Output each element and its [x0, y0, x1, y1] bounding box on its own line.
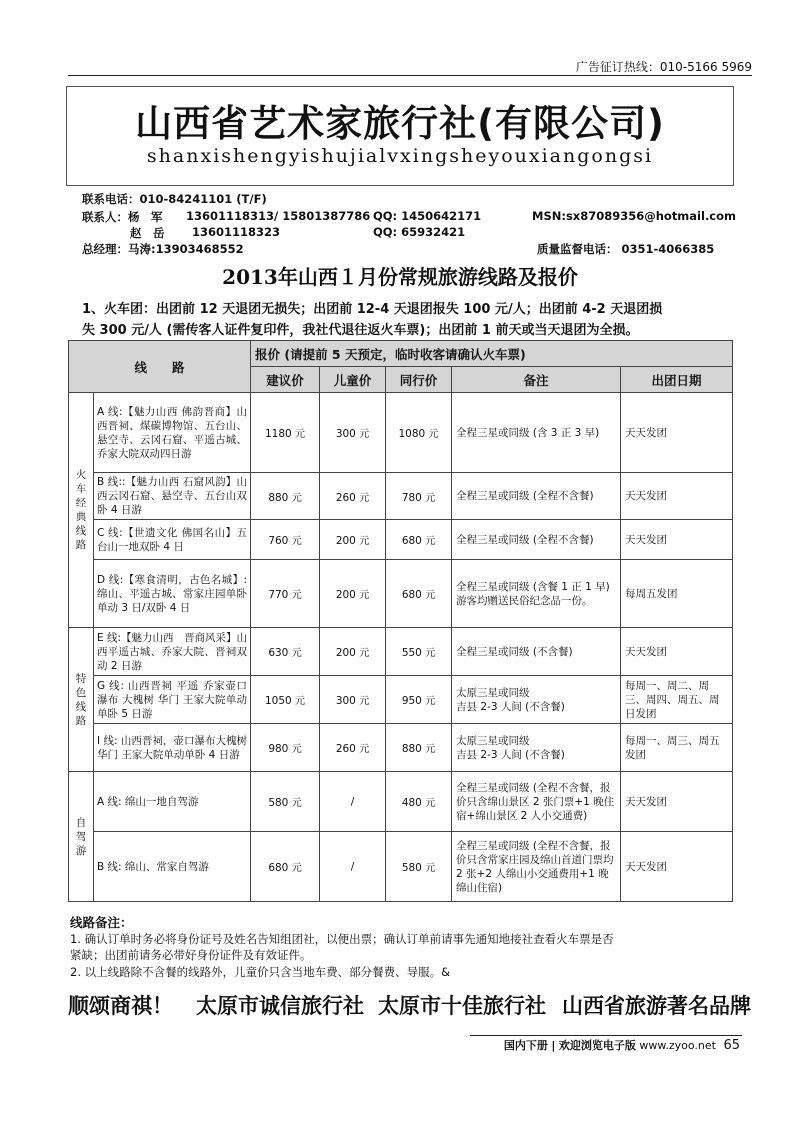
route-cell: C 线:【世遗文化 佛国名山】五台山一地双卧 4 日: [94, 520, 251, 560]
remark-cell: 全程三星或同级 (全程不含餐): [452, 520, 621, 560]
remark-cell: 太原三星或同级 吉县 2-3 人间 (不含餐): [452, 676, 621, 724]
route-note-line-1: 1. 确认订单时务必将身份证号及姓名告知组团社，以便出票；确认订单前请事先通知地接社查看火车票是否: [70, 932, 614, 946]
route-cell: E 线:【魅力山西 晋商风采】山西平遥古城、乔家大院、晋祠双动 2 日游: [94, 628, 251, 676]
suggested-price: 770: [268, 589, 289, 601]
quality-hotline: 质量监督电话： 0351-4066385: [537, 242, 715, 256]
peer-price: 480: [401, 797, 422, 809]
price-unit: 元: [291, 744, 302, 755]
contact-person-2: 赵 岳: [130, 226, 165, 240]
peer-price: 950: [401, 695, 422, 707]
peer-price-cell: [386, 628, 452, 676]
child-price-cell: [320, 724, 386, 772]
child-price: 300: [335, 695, 356, 707]
suggested-price: 1050: [264, 695, 292, 707]
price-unit: 元: [425, 696, 436, 707]
table-row: [69, 560, 733, 628]
peer-price: 580: [401, 862, 422, 874]
child-price: 200: [335, 647, 356, 659]
price-unit: 元: [291, 590, 302, 601]
price-unit: 元: [425, 492, 436, 504]
price-unit: 元: [425, 536, 436, 547]
child-price-cell: [320, 473, 386, 520]
header-route: 线 路: [69, 341, 251, 393]
peer-price-cell: [386, 676, 452, 724]
route-notes-title: 线路备注：: [70, 915, 133, 930]
suggested-price: 580: [268, 797, 289, 809]
price-unit: 元: [425, 863, 436, 874]
child-price-cell: [320, 832, 386, 902]
departure-cell: 每周一、周三、周五发团: [621, 724, 733, 772]
suggested-price-cell: [251, 520, 320, 560]
contact-qq-1: QQ: 1450642171: [373, 209, 482, 223]
price-unit: 元: [295, 429, 306, 440]
price-unit: 元: [359, 492, 370, 504]
header-remark: 备注: [452, 367, 621, 393]
child-price-cell: [320, 628, 386, 676]
contact-person-1-phones: 13601118313/ 15801387786: [186, 209, 371, 223]
child-price: /: [350, 860, 355, 873]
departure-cell: 每周一、周二、周三、周四、周五、周日发团: [621, 676, 733, 724]
general-manager: 总经理：马涛:13903468552: [82, 242, 244, 256]
remark-cell: 全程三星或同级 (不含餐): [452, 628, 621, 676]
suggested-price-cell: [251, 724, 320, 772]
suggested-price-cell: [251, 772, 320, 832]
price-table: [68, 340, 733, 902]
price-unit: 元: [359, 696, 370, 707]
refund-notice-line-1: 1、火车团：出团前 12 天退团无损失；出团前 12-4 天退团报失 100 元/人；出团前 4-2 天退团损: [82, 302, 663, 317]
departure-cell: 天天发团: [621, 628, 733, 676]
table-row: [69, 520, 733, 560]
peer-price: 550: [401, 647, 422, 659]
peer-price: 680: [401, 535, 422, 547]
child-price-cell: [320, 560, 386, 628]
route-cell: B 线::【魅力山西 石窟风韵】山西云冈石窟、悬空寺、五台山双卧 4 日游: [94, 473, 251, 520]
page-headline: 2013年山西１月份常规旅游线路及报价: [222, 265, 578, 289]
banner-honor-2: 太原市十佳旅行社: [378, 993, 546, 1018]
peer-price: 780: [401, 491, 422, 504]
category-special: 特 色 线 路: [69, 628, 94, 772]
suggested-price-cell: [251, 628, 320, 676]
suggested-price: 630: [268, 647, 289, 659]
child-price: 200: [335, 535, 356, 547]
price-unit: 元: [425, 744, 436, 755]
footer-website-link[interactable]: www.zyoo.net: [639, 1039, 716, 1052]
departure-cell: 天天发团: [621, 772, 733, 832]
footer-section: 国内下册: [503, 1039, 548, 1052]
company-title-frame: [66, 86, 734, 186]
suggested-price: 1180: [264, 428, 292, 440]
ad-hotline: 广告征订热线：010-5166 5969: [575, 60, 752, 74]
suggested-price-cell: [251, 676, 320, 724]
route-note-line-3: 2. 以上线路除不含餐的线路外，儿童价只含当地车费、部分餐费、导服。&: [70, 965, 451, 979]
contact-person-1: 联系人：杨 军: [82, 210, 163, 224]
route-cell: A 线:【魅力山西 佛韵晋商】山西晋祠、煤碳博物馆、五台山、悬空寺、云冈石窟、平遥古城、乔家大院双动四日游: [94, 393, 251, 473]
price-unit: 元: [425, 798, 436, 809]
category-train: 火 车 经 典 线 路: [69, 393, 94, 628]
company-name: 山西省艺术家旅行社(有限公司): [135, 102, 665, 145]
category-self-drive: 自 驾 游: [69, 772, 94, 902]
child-price: 260: [335, 491, 356, 504]
banner-greeting: 顺颂商祺！: [68, 993, 173, 1018]
departure-cell: 天天发团: [621, 473, 733, 520]
suggested-price: 980: [268, 743, 289, 755]
peer-price: 680: [401, 589, 422, 601]
peer-price-cell: [386, 832, 452, 902]
top-rule: [68, 75, 752, 76]
route-note-line-2: 紧缺；出团前请务必带好身份证件及有效证件。: [70, 948, 312, 962]
banner-honor-3: 山西省旅游著名品牌: [562, 993, 751, 1018]
remark-cell: 全程三星或同级 (全程不含餐): [452, 473, 621, 520]
header-peer-price: 同行价: [386, 367, 452, 393]
contact-msn: MSN:sx87089356@hotmail.com: [532, 209, 737, 223]
contact-person-2-phone: 13601118323: [192, 225, 281, 239]
route-cell: A 线: 绵山一地自驾游: [94, 772, 251, 832]
child-price-cell: [320, 772, 386, 832]
peer-price: 880: [401, 743, 422, 755]
table-row: [69, 772, 733, 832]
table-row: [69, 628, 733, 676]
remark-cell: 太原三星或同级 吉县 2-3 人间 (不含餐): [452, 724, 621, 772]
suggested-price-cell: [251, 393, 320, 473]
route-cell: I 线: 山西晋祠，壶口瀑布大槐树 华门 王家大院单动单卧 4 日游: [94, 724, 251, 772]
price-unit: 元: [291, 863, 302, 874]
peer-price: 1080: [398, 428, 426, 440]
departure-cell: 天天发团: [621, 520, 733, 560]
company-pinyin: shanxishengyishujialvxingsheyouxiangongsi: [146, 145, 654, 167]
price-unit: 元: [359, 648, 370, 659]
remark-cell: 全程三星或同级 (含餐 1 正 1 早) 游客均赠送民俗纪念品一份。: [452, 560, 621, 628]
header-suggested-price: 建议价: [251, 367, 320, 393]
child-price-cell: [320, 393, 386, 473]
peer-price-cell: [386, 560, 452, 628]
price-unit: 元: [291, 536, 302, 547]
price-unit: 元: [425, 648, 436, 659]
banner-honor-1: 太原市诚信旅行社: [196, 993, 364, 1018]
suggested-price: 760: [268, 535, 289, 547]
price-unit: 元: [295, 696, 306, 707]
price-unit: 元: [359, 590, 370, 601]
footer-separator: |: [551, 1039, 556, 1052]
price-unit: 元: [359, 744, 370, 755]
peer-price-cell: [386, 520, 452, 560]
table-row: [69, 676, 733, 724]
price-unit: 元: [359, 536, 370, 547]
price-unit: 元: [425, 590, 436, 601]
header-child-price: 儿童价: [320, 367, 386, 393]
remark-cell: 全程三星或同级 (全程不含餐，报价只含常家庄园及绵山首道门票均 2 张+2 人绵山小交通费用+1 晚绵山住宿): [452, 832, 621, 902]
child-price: 260: [335, 743, 356, 755]
departure-cell: 天天发团: [621, 832, 733, 902]
suggested-price: 880: [268, 491, 289, 504]
peer-price-cell: [386, 473, 452, 520]
footer-rule: [470, 1035, 742, 1036]
child-price: 200: [335, 589, 356, 601]
table-row: [69, 832, 733, 902]
table-row: [69, 724, 733, 772]
suggested-price-cell: [251, 832, 320, 902]
route-cell: B 线: 绵山、常家自驾游: [94, 832, 251, 902]
peer-price-cell: [386, 724, 452, 772]
table-row: [69, 393, 733, 473]
child-price: 300: [335, 428, 356, 440]
remark-cell: 全程三星或同级 (含 3 正 3 早): [452, 393, 621, 473]
page-footer: [504, 1037, 740, 1053]
contact-phone: 联系电话：010-84241101 (T/F): [82, 192, 267, 206]
price-unit: 元: [428, 429, 439, 440]
peer-price-cell: [386, 772, 452, 832]
departure-cell: 天天发团: [621, 393, 733, 473]
route-cell: G 线: 山西晋祠 平遥 乔家壶口瀑布 大槐树 华门 王家大院单动单卧 5 日游: [94, 676, 251, 724]
departure-cell: 每周五发团: [621, 560, 733, 628]
footer-welcome: 欢迎浏览电子版: [558, 1039, 636, 1052]
price-unit: 元: [359, 429, 370, 440]
price-unit: 元: [291, 492, 302, 504]
price-unit: 元: [291, 798, 302, 809]
peer-price-cell: [386, 393, 452, 473]
suggested-price: 680: [268, 862, 289, 874]
child-price-cell: [320, 676, 386, 724]
page-number: 65: [723, 1038, 740, 1053]
table-row: [69, 473, 733, 520]
contact-qq-2: QQ: 65932421: [373, 225, 466, 239]
refund-notice-line-2: 失 300 元/人 (需传客人证件复印件，我社代退往返火车票)；出团前 1 前天或当天退团为全损。: [82, 323, 639, 338]
suggested-price-cell: [251, 560, 320, 628]
remark-cell: 全程三星或同级 (全程不含餐，报价只含绵山景区 2 张门票+1 晚住宿+绵山景区 2 人小交通费): [452, 772, 621, 832]
price-unit: 元: [291, 648, 302, 659]
suggested-price-cell: [251, 473, 320, 520]
child-price-cell: [320, 520, 386, 560]
header-departure: 出团日期: [621, 367, 733, 393]
header-price-group: 报价 (请提前 5 天预定，临时收客请确认火车票): [251, 341, 733, 367]
child-price: /: [350, 795, 355, 808]
route-cell: D 线:【寒食清明，古色名城】: 绵山、平遥古城、常家庄园单卧单动 3 日/双卧 4 日: [94, 560, 251, 628]
